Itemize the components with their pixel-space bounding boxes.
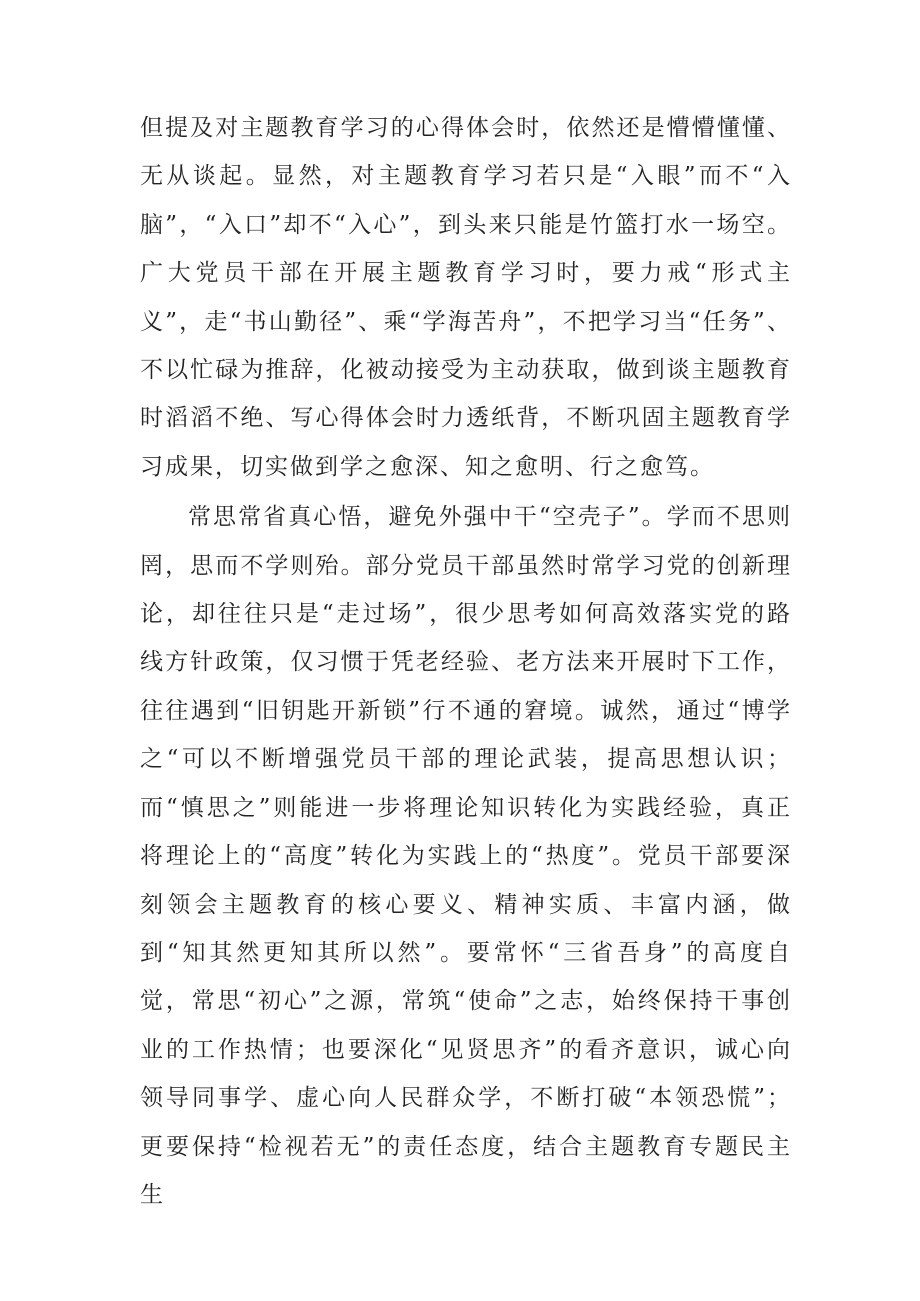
paragraph-continuation: 但提及对主题教育学习的心得体会时，依然还是懵懵懂懂、无从谈起。显然，对主题教育学习若只是“入眼”而不“入脑”，“入口”却不“入心”，到头来只能是竹篮打水一场空。广大党员干部在开展主题教育学习时，要力戒“形式主义”，走“书山勤径”、乘“学海苦舟”，不把学习当“任务”、不以忙碌为推辞，化被动接受为主动获取，做到谈主题教育时滔滔不绝、写心得体会时力透纸背，不断巩固主题教育学习成果，切实做到学之愈深、知之愈明、行之愈笃。	[140, 115, 792, 480]
paragraph-reflection: 常思常省真心悟，避免外强中干“空壳子”。学而不思则罔，思而不学则殆。部分党员干部虽然时常学习党的创新理论，却往往只是“走过场”，很少思考如何高效落实党的路线方针政策，仅习惯于凭老经验、老方法来开展时下工作，往往遇到“旧钥匙开新锁”行不通的窘境。诚然，通过“博学之“可以不断增强党员干部的理论武装，提高思想认识；而“慎思之”则能进一步将理论知识转化为实践经验，真正将理论上的“高度”转化为实践上的“热度”。党员干部要深刻领会主题教育的核心要义、精神实质、丰富内涵，做到“知其然更知其所以然”。要常怀“三省吾身”的高度自觉，常思“初心”之源，常筑“使命”之志，始终保持干事创业的工作热情；也要深化“见贤思齐”的看齐意识，诚心向领导同事学、虚心向人民群众学，不断打破“本领恐慌”；更要保持“检视若无”的责任态度，结合主题教育专题民主生	[140, 504, 792, 1208]
document-body	[140, 104, 792, 1219]
